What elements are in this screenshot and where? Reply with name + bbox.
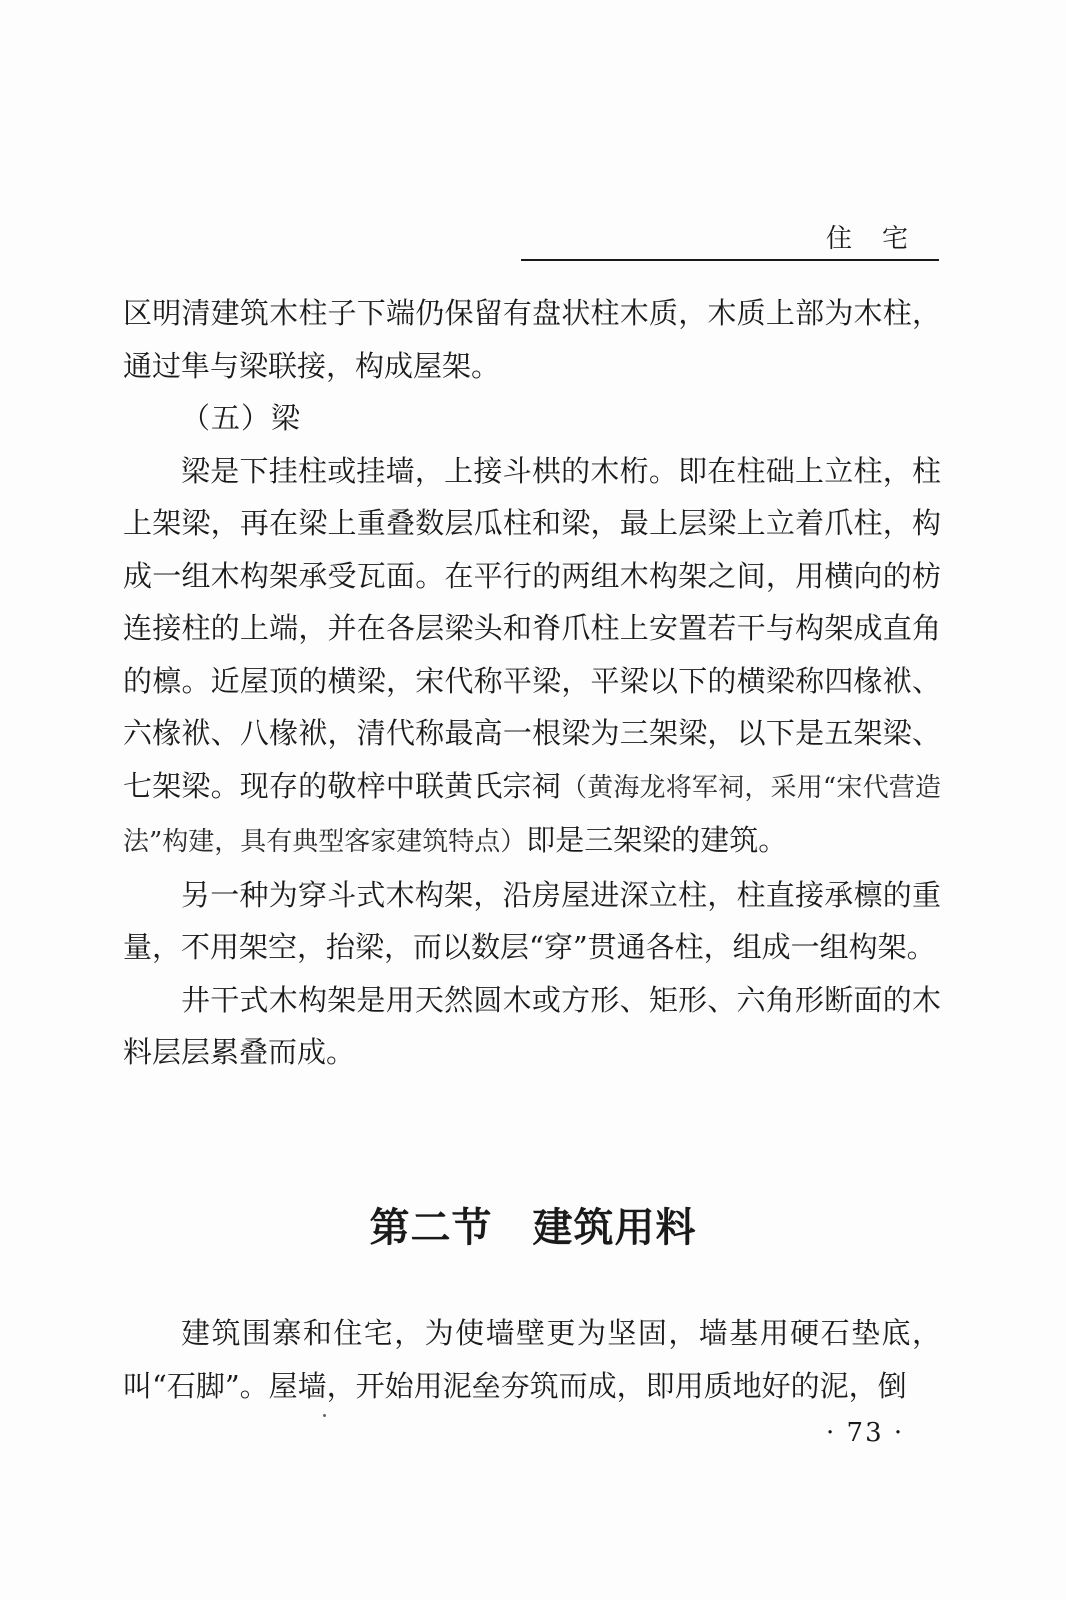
paragraph-beams-tail: 即是三架梁的建筑。: [526, 823, 788, 857]
section-number: 第二节: [369, 1204, 493, 1251]
paragraph-beams: [123, 445, 941, 869]
paragraph-materials: 建筑围寨和住宅，为使墙壁更为坚固，墙基用硬石垫底，叫“石脚”。屋墙，开始用泥垒夯筑而成，即用质地好的泥，倒: [123, 1316, 941, 1403]
paragraph-jinggan: 井干式木构架是用天然圆木或方形、矩形、六角形断面的木料层层累叠而成。: [123, 982, 941, 1069]
body-text-top: [123, 287, 941, 1079]
running-head: 住宅: [826, 224, 939, 254]
header-rule: [521, 259, 939, 261]
paragraph-chuandou: 另一种为穿斗式木构架，沿房屋进深立柱，柱直接承檩的重量，不用架空，抬梁，而以数层“穿”贯通各柱，组成一组构架。: [123, 877, 941, 964]
paragraph-beams-main: 梁是下挂柱或挂墙，上接斗栱的木桁。即在柱础上立柱，柱上架梁，再在梁上重叠数层瓜柱和梁，最上层梁上立着爪柱，构成一组木构架承受瓦面。在平行的两组木构架之间，用横向的枋连接柱的上端，并在各层梁头和脊爪柱上安置若干与构架成直角的檩。近屋顶的横梁，宋代称平梁，平梁以下的横梁称四椽袱、六椽袱、八椽袱，清代称最高一根梁为三架梁，以下是五架梁、七架梁。现存的敬梓中联黄氏宗祠: [123, 453, 941, 803]
body-text-bottom: [123, 1307, 941, 1412]
paragraph-continuation: 区明清建筑木柱子下端仍保留有盘状柱木质，木质上部为木柱，通过隼与梁联接，构成屋架。: [123, 296, 941, 383]
scan-speck: [323, 1414, 326, 1417]
subsection-heading: （五）梁: [181, 401, 302, 435]
paragraph-beams-note: （黄海龙将军祠，采用“宋代营造法”构建，具有典型客家建筑特点）: [123, 772, 941, 857]
page-number: · 73 ·: [826, 1418, 905, 1448]
section-name: 建筑用料: [532, 1204, 697, 1251]
section-title: [0, 1196, 1066, 1253]
